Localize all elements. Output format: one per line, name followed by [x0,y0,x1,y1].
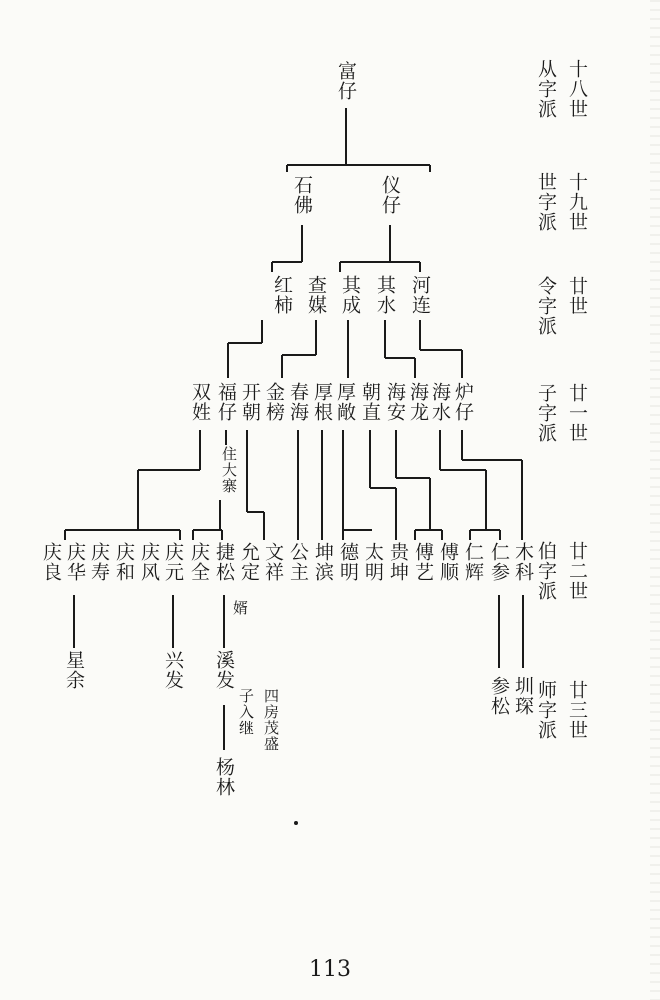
person-rencan: 仁参 [488,542,510,582]
person-fuzai: 富仔 [335,61,357,101]
person-qingliang: 庆良 [40,542,62,582]
person-chunhai: 春海 [287,382,309,422]
person-chuanshun: 傅顺 [437,542,459,582]
note-zhu-dazhai: 住大寨 [220,446,238,494]
generation-pai-20: 令字派 [535,276,557,336]
ink-dot [294,821,298,825]
page-number: 113 [309,957,351,982]
person-yunding: 允定 [238,542,260,582]
note-sifang-maosheng: 四房茂盛 [262,688,280,752]
person-chaozhi: 朝直 [359,382,381,422]
person-qinghe: 庆和 [113,542,135,582]
person-chuanyi: 傅艺 [412,542,434,582]
person-hongshi: 红柿 [271,275,293,315]
generation-pai-21: 子字派 [535,383,557,443]
person-fuzai2: 福仔 [215,382,237,422]
generation-pai-19: 世字派 [535,172,557,232]
generation-label-20: 廿世 [566,276,588,316]
person-guikun: 贵坤 [387,542,409,582]
person-qicheng: 其成 [339,275,361,315]
person-haishui: 海水 [429,382,451,422]
person-jiesong: 捷松 [213,542,235,582]
generation-label-22: 廿二世 [566,541,588,601]
person-chamei: 查媒 [305,275,327,315]
person-renhui: 仁辉 [462,542,484,582]
page-edge [650,0,660,1000]
person-helian: 河连 [409,275,431,315]
person-zhenshen: 圳琛 [512,676,534,716]
person-xifa: 溪发 [213,650,235,690]
generation-label-19: 十九世 [566,172,588,232]
generation-pai-22: 伯字派 [535,541,557,601]
person-qingshou: 庆寿 [88,542,110,582]
person-qingfeng: 庆风 [138,542,160,582]
person-cansong: 参松 [488,676,510,716]
person-wenxiang: 文祥 [262,542,284,582]
person-hougen: 厚根 [311,382,333,422]
person-xingfa: 兴发 [162,650,184,690]
person-houqi: 厚敞 [334,382,356,422]
generation-pai-18: 从字派 [535,59,557,119]
person-kaichao: 开朝 [239,382,261,422]
person-luzai: 炉仔 [452,382,474,422]
person-yizai: 仪仔 [379,175,401,215]
person-qingquan: 庆全 [188,542,210,582]
generation-pai-23: 师字派 [535,680,557,740]
person-hailong: 海龙 [407,382,429,422]
person-shifo: 石佛 [291,175,313,215]
person-haian: 海安 [384,382,406,422]
person-kunbin: 坤滨 [312,542,334,582]
person-qingyuan: 庆元 [162,542,184,582]
person-muke: 木科 [512,542,534,582]
person-qishui: 其水 [374,275,396,315]
person-shuangxing: 双姓 [189,382,211,422]
generation-label-23: 廿三世 [566,680,588,740]
generation-label-18: 十八世 [566,59,588,119]
note-xu: 婿 [231,600,249,616]
person-jinbang: 金榜 [263,382,285,422]
person-xingyu: 星余 [63,650,85,690]
person-yanglin: 杨林 [213,757,235,797]
person-deming: 德明 [337,542,359,582]
person-qinghua: 庆华 [64,542,86,582]
person-taiming: 太明 [362,542,384,582]
person-gongzhu: 公主 [287,542,309,582]
generation-label-21: 廿一世 [566,383,588,443]
note-zi-rujin: 子入继 [237,688,255,736]
